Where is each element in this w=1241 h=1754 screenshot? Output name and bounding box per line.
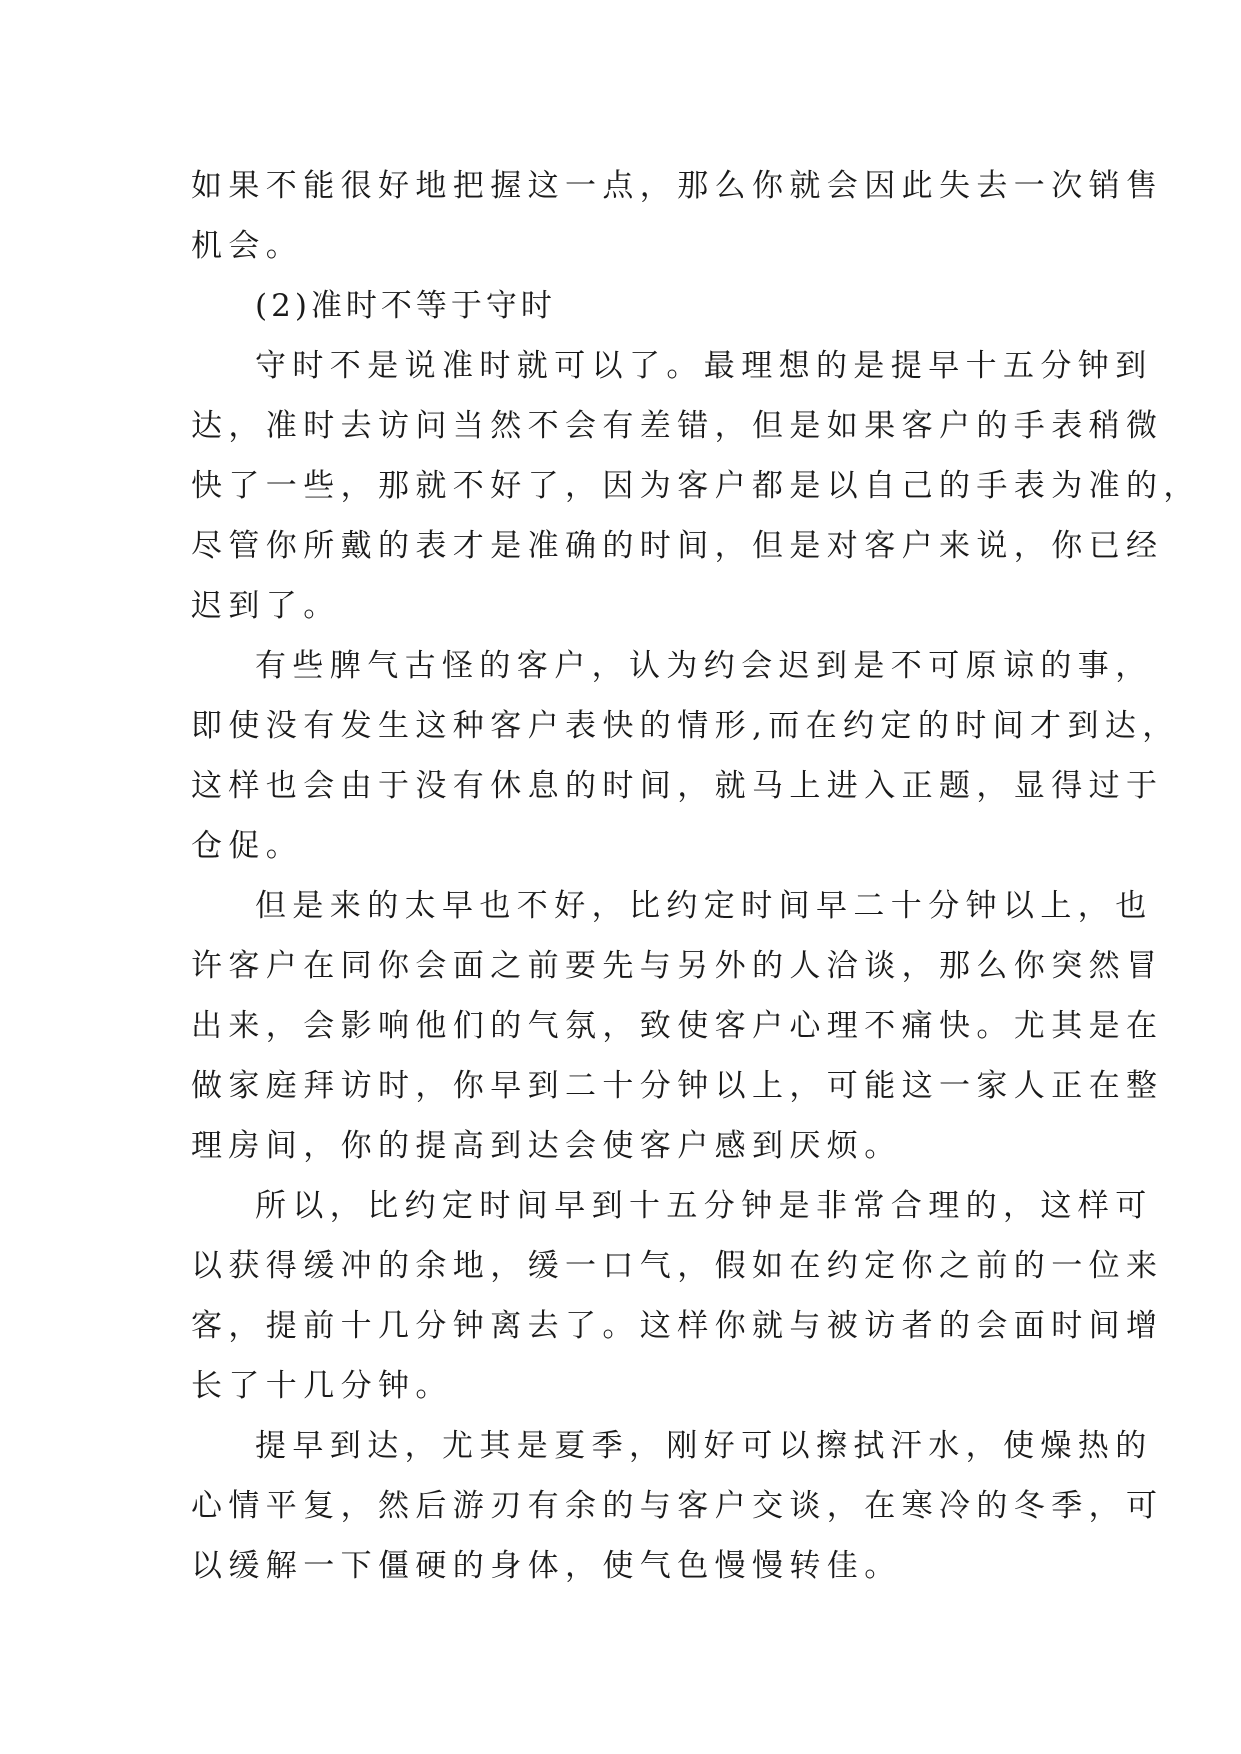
text-line: 长了十几分钟。	[191, 1368, 453, 1404]
text-line: 仓促。	[191, 828, 304, 864]
text-line: 做家庭拜访时，你早到二十分钟以上，可能这一家人正在整	[191, 1068, 1164, 1104]
text-line: 出来，会影响他们的气氛，致使客户心理不痛快。尤其是在	[191, 1008, 1164, 1044]
text-line: 这样也会由于没有休息的时间，就马上进入正题，显得过于	[191, 768, 1164, 804]
text-line: 达，准时去访问当然不会有差错，但是如果客户的手表稍微	[191, 408, 1164, 444]
text-line: 但是来的太早也不好，比约定时间早二十分钟以上，也	[255, 888, 1153, 924]
text-line: 提早到达，尤其是夏季，刚好可以擦拭汗水，使燥热的	[255, 1428, 1153, 1464]
text-line: 迟到了。	[191, 588, 341, 624]
text-line: 以获得缓冲的余地，缓一口气，假如在约定你之前的一位来	[191, 1248, 1164, 1284]
text-line: 客，提前十几分钟离去了。这样你就与被访者的会面时间增	[191, 1308, 1164, 1344]
text-line: 许客户在同你会面之前要先与另外的人洽谈，那么你突然冒	[191, 948, 1164, 984]
text-line: 如果不能很好地把握这一点，那么你就会因此失去一次销售	[191, 168, 1164, 204]
text-line: 有些脾气古怪的客户，认为约会迟到是不可原谅的事，	[255, 648, 1153, 684]
text-line: 理房间，你的提高到达会使客户感到厌烦。	[191, 1128, 902, 1164]
text-line: 守时不是说准时就可以了。最理想的是提早十五分钟到	[255, 348, 1153, 384]
text-line: 以缓解一下僵硬的身体，使气色慢慢转佳。	[191, 1548, 902, 1584]
text-line: 快了一些，那就不好了，因为客户都是以自己的手表为准的，	[191, 468, 1201, 504]
text-line: 尽管你所戴的表才是准确的时间，但是对客户来说，你已经	[191, 528, 1164, 564]
text-line: 机会。	[191, 228, 304, 264]
document-body	[191, 156, 1201, 1596]
text-line: 心情平复，然后游刃有余的与客户交谈，在寒冷的冬季，可	[191, 1488, 1164, 1524]
text-line: 所以，比约定时间早到十五分钟是非常合理的，这样可	[255, 1188, 1153, 1224]
section-heading: (2)准时不等于守时	[255, 288, 556, 324]
text-line: 即使没有发生这种客户表快的情形,而在约定的时间才到达，	[191, 708, 1180, 744]
